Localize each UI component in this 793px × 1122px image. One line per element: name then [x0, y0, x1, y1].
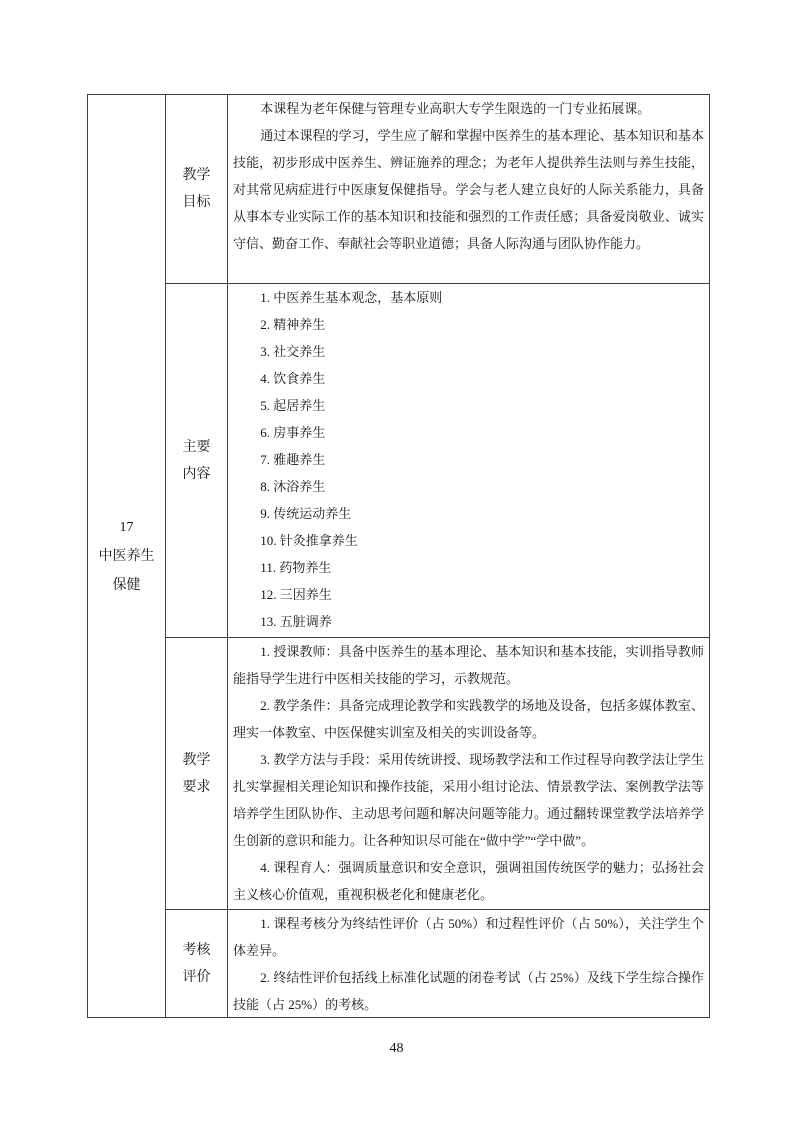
content-cell-main-content	[228, 284, 709, 637]
list-item: 1. 中医养生基本观念，基本原则	[260, 290, 443, 305]
label-line: 考核	[182, 942, 211, 958]
course-name-line-2: 保健	[112, 577, 141, 593]
label-line: 要求	[182, 779, 211, 795]
label-line: 教学	[182, 168, 211, 183]
list-item: 9. 传统运动养生	[260, 506, 352, 521]
paragraph: 通过本课程的学习，学生应了解和掌握中医养生的基本理论、基本知识和基本技能，初步形成中医养生、辨证施养的理念；为老年人提供养生法则与养生技能，对其常见病症进行中医康复保健指导。学会与老人建立良好的人际关系能力，具备从事本专业实际工作的基本知识和技能和强烈的工作责任感；具备爱岗敬业、诚实守信、勤奋工作、奉献社会等职业道德；具备人际沟通与团队协作能力。	[233, 128, 704, 251]
list-item: 2. 精神养生	[260, 317, 326, 332]
paragraph: 1. 授课教师：具备中医养生的基本理论、基本知识和基本技能，实训指导教师能指导学生进行中医相关技能的学习，示教规范。	[233, 644, 704, 686]
course-header-cell	[88, 95, 166, 1017]
paragraph: 1. 课程考核分为终结性评价（占 50%）和过程性评价（占 50%），关注学生个体差异。	[233, 916, 704, 958]
paragraph: 2. 终结性评价包括线上标准化试题的闭卷考试（占 25%）及线下学生综合操作技能（占 25%）的考核。	[233, 970, 704, 1012]
course-detail-rows	[166, 95, 709, 1017]
label-cell-teaching-requirements	[166, 638, 228, 909]
paragraph: 本课程为老年保健与管理专业高职大专学生限选的一门专业拓展课。	[260, 101, 651, 116]
row-teaching-objectives	[166, 95, 709, 284]
course-name-line-1: 中医养生	[98, 548, 155, 564]
content-cell-teaching-requirements	[228, 638, 709, 909]
list-item: 3. 社交养生	[260, 344, 326, 359]
list-item: 6. 房事养生	[260, 425, 326, 440]
course-syllabus-table	[87, 94, 710, 1018]
list-item: 8. 沐浴养生	[260, 479, 326, 494]
row-main-content	[166, 284, 709, 638]
label-line: 教学	[182, 752, 211, 768]
label-line: 主要	[182, 439, 211, 455]
course-number: 17	[119, 519, 134, 535]
label-line: 内容	[182, 466, 211, 482]
row-assessment-evaluation	[166, 910, 709, 1017]
paragraph: 2. 教学条件：具备完成理论教学和实践教学的场地及设备，包括多媒体教室、理实一体教室、中医保健实训室及相关的实训设备等。	[233, 698, 704, 740]
label-cell-main-content	[166, 284, 228, 637]
list-item: 11. 药物养生	[260, 560, 332, 575]
label-line: 评价	[182, 969, 211, 985]
label-cell-teaching-objectives	[166, 95, 228, 283]
page-number: 48	[389, 1041, 404, 1056]
paragraph: 3. 教学方法与手段：采用传统讲授、现场教学法和工作过程导向教学法让学生扎实掌握相关理论知识和操作技能，采用小组讨论法、情景教学法、案例教学法等培养学生团队协作、主动思考问题和解决问题等能力。通过翻转课堂教学法培养学生创新的意识和能力。让各种知识尽可能在“做中学”“学中做”。	[233, 752, 704, 848]
list-item: 12. 三因养生	[260, 587, 332, 602]
label-cell-assessment-evaluation	[166, 910, 228, 1017]
list-item: 5. 起居养生	[260, 398, 326, 413]
list-item: 10. 针灸推拿养生	[260, 533, 358, 548]
label-line: 目标	[182, 195, 211, 210]
list-item: 7. 雅趣养生	[260, 452, 326, 467]
list-item: 4. 饮食养生	[260, 371, 326, 386]
content-cell-teaching-objectives	[228, 95, 709, 283]
row-teaching-requirements	[166, 638, 709, 910]
content-cell-assessment-evaluation	[228, 910, 709, 1017]
paragraph: 4. 课程育人：强调质量意识和安全意识，强调祖国传统医学的魅力；弘扬社会主义核心价值观，重视积极老化和健康老化。	[233, 860, 704, 902]
list-item: 13. 五脏调养	[260, 614, 332, 629]
